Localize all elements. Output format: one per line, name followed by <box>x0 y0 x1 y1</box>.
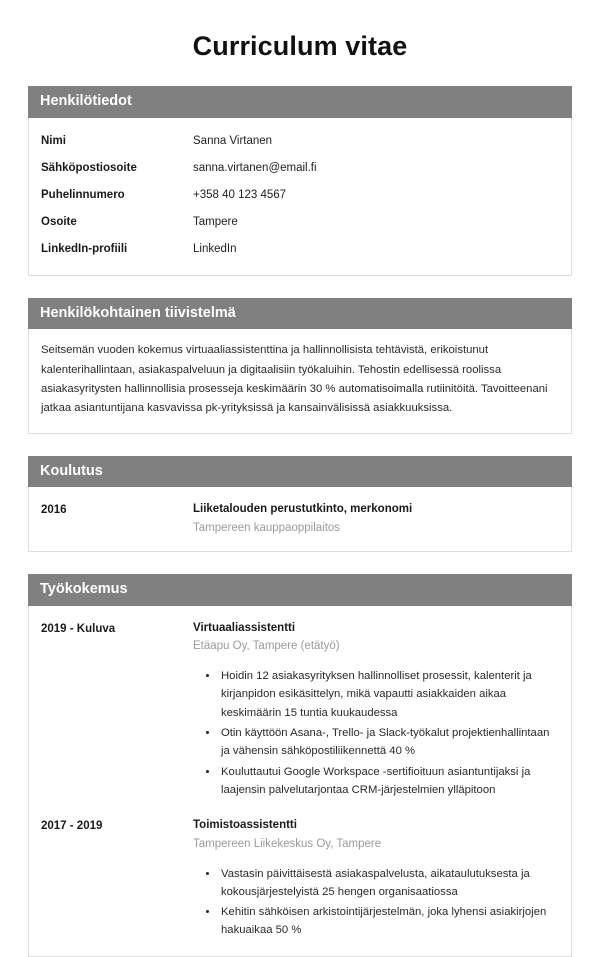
page-title: Curriculum vitae <box>192 31 408 61</box>
list-item: • Hoidin 12 asiakasyrityksen hallinnolliset prosessit, kalenterit ja kirjanpidon esikäsittelyn, mikä vapautti asiakkaiden aikaa keskimäärin 15 tuntia kuukaudessa <box>219 667 559 722</box>
entry-title: Toimistoassistentti <box>193 819 297 832</box>
info-label: Osoite <box>41 216 77 229</box>
section-body-personal-info <box>28 118 572 276</box>
list-item: • Vastasin päivittäisestä asiakaspalvelusta, aikataulutuksesta ja kokousjärjestelyistä 25 hengen organisaatiossa <box>219 865 559 902</box>
entry-organization: Tampereen kauppaoppilaitos <box>193 521 341 534</box>
spacer <box>0 552 600 574</box>
info-row <box>41 209 559 236</box>
entry-bullet-list <box>193 667 559 799</box>
list-item: • Otin käyttöön Asana-, Trello- ja Slack-työkalut projektienhallintaan ja vähensin sähköpostiliikennettä 40 % <box>219 724 559 761</box>
entry-bullet-list <box>193 865 559 940</box>
entry-date: 2019 - Kuluva <box>41 622 116 635</box>
education-entry <box>41 497 559 539</box>
section-heading-education: Koulutus <box>28 456 572 487</box>
entry-main <box>193 817 559 942</box>
section-heading-summary: Henkilökohtainen tiivistelmä <box>28 298 572 329</box>
experience-entry <box>41 803 559 944</box>
section-education <box>28 456 572 553</box>
section-personal-info <box>28 86 572 276</box>
entry-main <box>193 501 559 537</box>
entry-title: Virtuaaliassistentti <box>193 621 296 634</box>
entry-organization: Etäapu Oy, Tampere (etätyö) <box>193 640 340 653</box>
info-label: LinkedIn-profiili <box>41 243 128 256</box>
info-row <box>41 155 559 182</box>
section-heading-experience: Työkokemus <box>28 574 572 605</box>
info-label: Nimi <box>41 135 66 148</box>
section-body-education <box>28 487 572 552</box>
info-label: Puhelinnumero <box>41 189 125 202</box>
entry-date: 2017 - 2019 <box>41 820 103 833</box>
spacer <box>0 434 600 456</box>
info-label: Sähköpostiosoite <box>41 162 137 175</box>
section-body-experience <box>28 606 572 957</box>
info-value: Sanna Virtanen <box>193 135 273 148</box>
info-value: sanna.virtanen@email.fi <box>193 162 317 175</box>
info-value: +358 40 123 4567 <box>193 189 287 202</box>
info-row <box>41 236 559 263</box>
entry-organization: Tampereen Liikekeskus Oy, Tampere <box>193 837 382 850</box>
section-summary <box>28 298 572 434</box>
summary-text: Seitsemän vuoden kokemus virtuaaliassistenttina ja hallinnollisista tehtävistä, erikoistunut kalenterihallintaan, asiakaspalveluun ja digitaalisiin työkaluihin. Tehostin edellisessä roolissa asiakasyritysten hallinnollisia prosesseja keskimäärin 30 % automatisoimalla rutiinitöitä. Tavoitteenani jatkaa asiantuntijana kasvavissa pk-yrityksissä ja kansainvälisissä asiakkuuksissa. <box>41 344 548 415</box>
section-body-summary <box>28 329 572 434</box>
experience-entry <box>41 616 559 804</box>
info-value: Tampere <box>193 216 238 229</box>
info-row <box>41 128 559 155</box>
info-row <box>41 182 559 209</box>
linkedin-profile-link[interactable]: LinkedIn <box>193 243 237 256</box>
list-item: • Kehitin sähköisen arkistointijärjestelmän, joka lyhensi asiakirjojen hakuaikaa 50 % <box>219 903 559 940</box>
entry-main <box>193 620 559 802</box>
entry-title: Liiketalouden perustutkinto, merkonomi <box>193 502 413 515</box>
entry-date: 2016 <box>41 503 67 516</box>
section-experience <box>28 574 572 956</box>
list-item: • Kouluttautui Google Workspace -sertifioituun asiantuntijaksi ja laajensin palvelutarjontaa CRM-järjestelmien ylläpitoon <box>219 763 559 800</box>
section-heading-personal-info: Henkilötiedot <box>28 86 572 117</box>
spacer <box>0 62 600 86</box>
spacer <box>0 276 600 298</box>
